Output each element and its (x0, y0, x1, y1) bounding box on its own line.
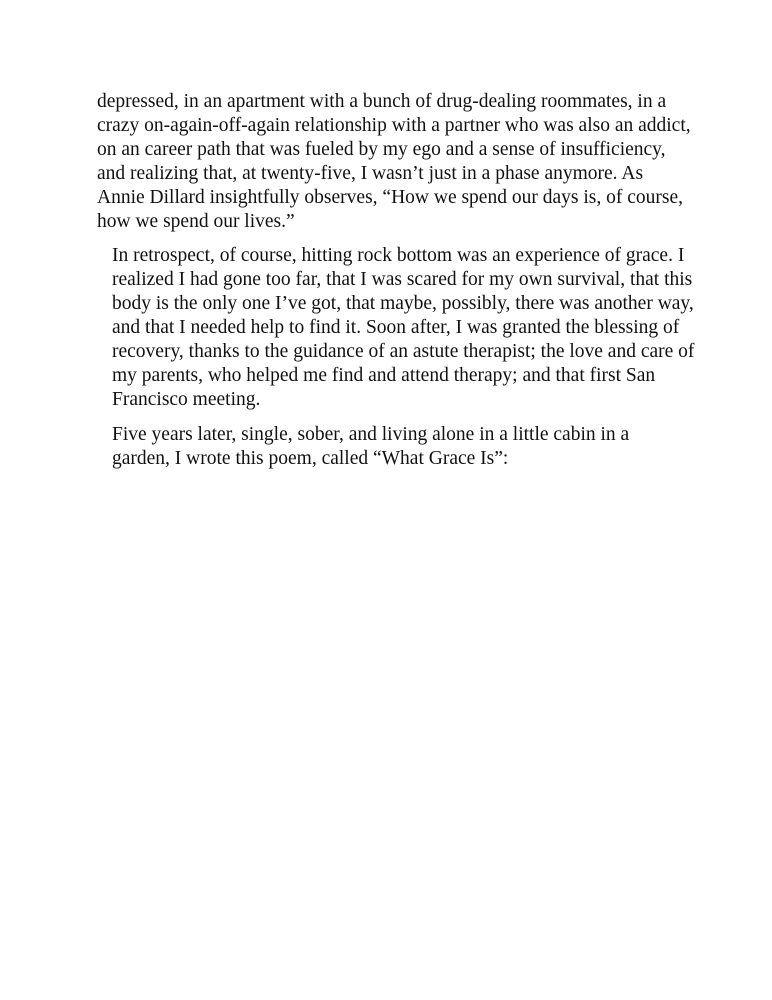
paragraph-2 (97, 244, 695, 411)
text-line: my parents, who helped me find and attend therapy; and that first San (112, 364, 656, 386)
paragraph-3 (97, 423, 677, 471)
text-line: Annie Dillard insightfully observes, “How we spend our days is, of course, (97, 186, 683, 208)
text-line: Five years later, single, sober, and living alone in a little cabin in a (112, 423, 630, 445)
text-line: crazy on-again-off-again relationship with a partner who was also an addict, (97, 114, 691, 136)
text-line: and that I needed help to find it. Soon after, I was granted the blessing of (112, 317, 680, 339)
text-line: how we spend our lives.” (97, 210, 295, 232)
text-line: depressed, in an apartment with a bunch of drug-dealing roommates, in a (97, 91, 667, 112)
text-line: recovery, thanks to the guidance of an astute therapist; the love and care of (112, 341, 695, 363)
text-line: and realizing that, at twenty-five, I wasn’t just in a phase anymore. As (97, 162, 644, 184)
text-line: realized I had gone too far, that I was scared for my own survival, that this (112, 269, 693, 291)
text-line: garden, I wrote this poem, called “What Grace Is”: (112, 447, 509, 469)
text-line: body is the only one I’ve got, that maybe, possibly, there was another way, (112, 293, 694, 315)
text-line: Francisco meeting. (112, 388, 261, 410)
body-text (97, 90, 695, 482)
text-line: on an career path that was fueled by my ego and a sense of insufficiency, (97, 138, 666, 160)
text-line: In retrospect, of course, hitting rock bottom was an experience of grace. I (112, 245, 685, 267)
paragraph-1 (97, 90, 691, 233)
